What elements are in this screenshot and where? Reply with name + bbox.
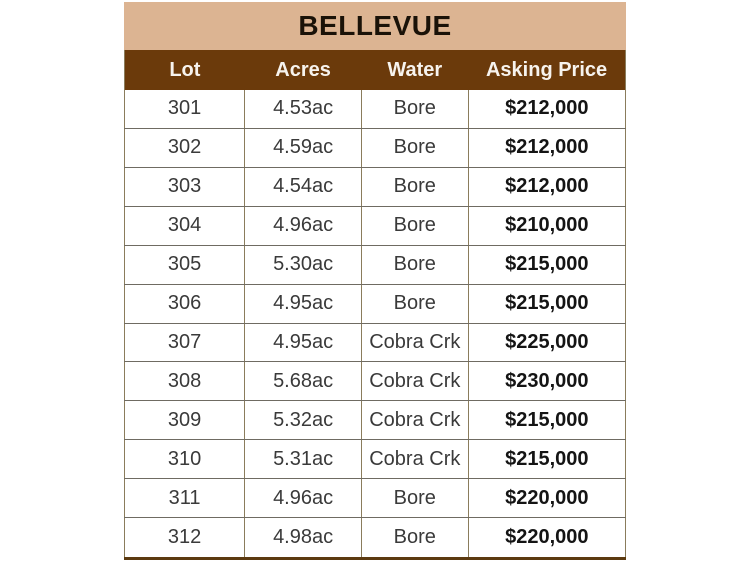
water-cell: Cobra Crk xyxy=(361,401,468,440)
price-cell: $220,000 xyxy=(468,479,625,518)
water-cell: Bore xyxy=(361,518,468,559)
acres-cell: 4.53ac xyxy=(245,90,362,128)
acres-cell: 5.32ac xyxy=(245,401,362,440)
table-row xyxy=(125,362,626,401)
price-cell: $215,000 xyxy=(468,245,625,284)
bellevue-price-table xyxy=(124,2,626,560)
table-row xyxy=(125,128,626,167)
lot-cell: 305 xyxy=(125,245,245,284)
column-header-acres: Acres xyxy=(245,50,362,90)
table-row xyxy=(125,479,626,518)
lot-cell: 309 xyxy=(125,401,245,440)
price-cell: $212,000 xyxy=(468,90,625,128)
table-title: BELLEVUE xyxy=(298,10,452,41)
water-cell: Cobra Crk xyxy=(361,323,468,362)
water-cell: Cobra Crk xyxy=(361,362,468,401)
price-cell: $215,000 xyxy=(468,440,625,479)
acres-cell: 4.96ac xyxy=(245,206,362,245)
table-row xyxy=(125,284,626,323)
water-cell: Bore xyxy=(361,90,468,128)
acres-cell: 5.68ac xyxy=(245,362,362,401)
lot-cell: 301 xyxy=(125,90,245,128)
lot-cell: 311 xyxy=(125,479,245,518)
lots-table xyxy=(124,50,626,560)
lot-cell: 308 xyxy=(125,362,245,401)
price-cell: $215,000 xyxy=(468,401,625,440)
acres-cell: 5.30ac xyxy=(245,245,362,284)
water-cell: Bore xyxy=(361,245,468,284)
price-cell: $210,000 xyxy=(468,206,625,245)
water-cell: Bore xyxy=(361,167,468,206)
acres-cell: 4.95ac xyxy=(245,323,362,362)
water-cell: Bore xyxy=(361,128,468,167)
column-header-lot: Lot xyxy=(125,50,245,90)
table-row xyxy=(125,401,626,440)
price-cell: $230,000 xyxy=(468,362,625,401)
acres-cell: 5.31ac xyxy=(245,440,362,479)
price-cell: $225,000 xyxy=(468,323,625,362)
lot-cell: 312 xyxy=(125,518,245,559)
table-header-row xyxy=(125,50,626,90)
column-header-asking-price: Asking Price xyxy=(468,50,625,90)
price-cell: $215,000 xyxy=(468,284,625,323)
water-cell: Cobra Crk xyxy=(361,440,468,479)
table-row xyxy=(125,323,626,362)
table-row xyxy=(125,90,626,128)
column-header-water: Water xyxy=(361,50,468,90)
table-row xyxy=(125,245,626,284)
table-row xyxy=(125,167,626,206)
acres-cell: 4.96ac xyxy=(245,479,362,518)
water-cell: Bore xyxy=(361,206,468,245)
table-row xyxy=(125,440,626,479)
table-row xyxy=(125,518,626,559)
lot-cell: 304 xyxy=(125,206,245,245)
lot-cell: 307 xyxy=(125,323,245,362)
lot-cell: 302 xyxy=(125,128,245,167)
lot-cell: 306 xyxy=(125,284,245,323)
price-cell: $212,000 xyxy=(468,128,625,167)
acres-cell: 4.54ac xyxy=(245,167,362,206)
acres-cell: 4.59ac xyxy=(245,128,362,167)
water-cell: Bore xyxy=(361,479,468,518)
table-row xyxy=(125,206,626,245)
table-title-bar xyxy=(124,2,626,50)
acres-cell: 4.95ac xyxy=(245,284,362,323)
water-cell: Bore xyxy=(361,284,468,323)
acres-cell: 4.98ac xyxy=(245,518,362,559)
price-cell: $220,000 xyxy=(468,518,625,559)
lot-cell: 303 xyxy=(125,167,245,206)
lot-cell: 310 xyxy=(125,440,245,479)
price-cell: $212,000 xyxy=(468,167,625,206)
table-body xyxy=(125,90,626,559)
